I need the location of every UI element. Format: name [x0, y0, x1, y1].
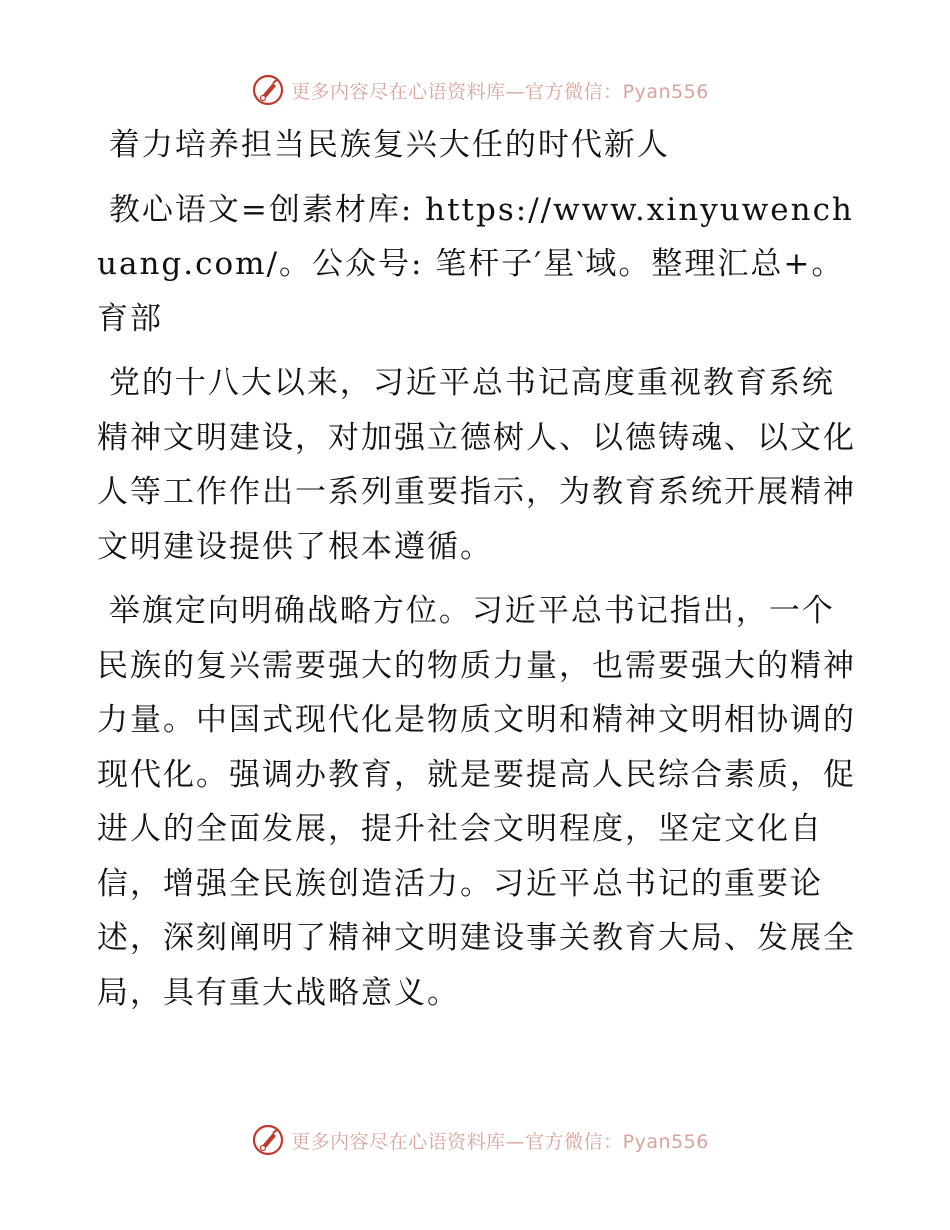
paragraph-2: 举旗定向明确战略方位。习近平总书记指出，一个民族的复兴需要强大的物质力量，也需要强大的精神力量。中国式现代化是物质文明和精神文明相协调的现代化。强调办教育，就是要提高人民综合素质，促进人的全面发展，提升社会文明程度，坚定文化自信，增强全民族创造活力。习近平总书记的重要论述，深刻阐明了精神文明建设事关教育大局、发展全局，具有重大战略意义。	[97, 593, 856, 1011]
quill-logo-icon	[251, 1123, 285, 1157]
document-body	[97, 118, 857, 1020]
quill-logo-icon	[251, 73, 285, 107]
footer-watermark	[0, 1120, 950, 1160]
footer-watermark-text: 更多内容尽在心语资料库—官方微信：Pyan556	[291, 1130, 709, 1153]
source-note: 教心语文=创素材库: https://www.xinyuwenchuang.com/。公众号: 笔杆子′星‵域。整理汇总+。育部	[97, 191, 854, 337]
document-title: 着力培养担当民族复兴大任的时代新人	[97, 127, 670, 163]
footer-watermark-inner	[251, 1123, 709, 1157]
header-watermark-text: 更多内容尽在心语资料库—官方微信：Pyan556	[291, 80, 709, 103]
header-watermark	[0, 70, 950, 110]
paragraph-1: 党的十八大以来，习近平总书记高度重视教育系统精神文明建设，对加强立德树人、以德铸魂、以文化人等工作作出一系列重要指示，为教育系统开展精神文明建设提供了根本遵循。	[97, 365, 856, 565]
header-watermark-inner	[251, 73, 709, 107]
